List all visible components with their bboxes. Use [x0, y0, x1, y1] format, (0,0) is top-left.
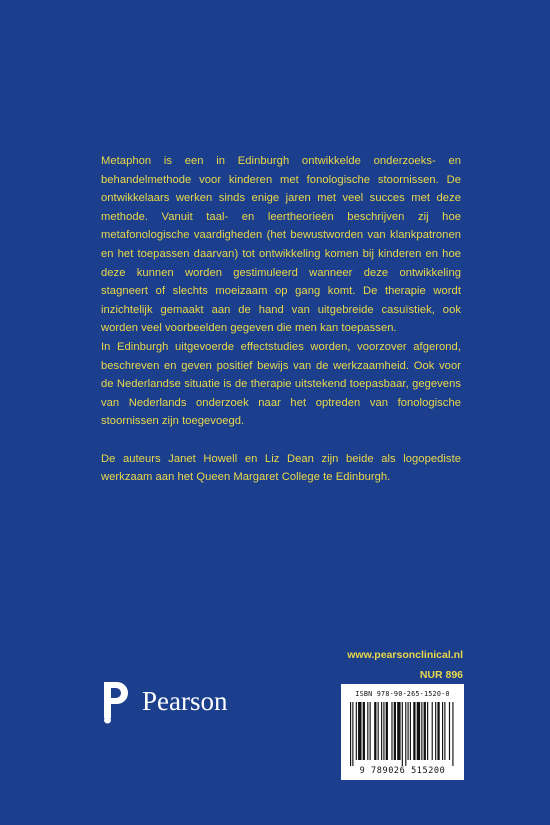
pearson-logo [100, 678, 227, 724]
blurb-text [101, 152, 461, 487]
isbn-label: ISBN 978-90-265-1520-0 [355, 690, 450, 698]
blurb-paragraph-1: Metaphon is een in Edinburgh ontwikkelde onderzoeks- en behandelmethode voor kinderen met fonologische stoornissen. De ontwikkelaars werken sinds enige jaren met veel succes met deze methode. Vanuit taal- en leertheorieën beschrijven zij hoe metafonologische vaardigheden (het bewustworden van klankpatronen en het toepassen daarvan) tot ontwikkeling komen bij kinderen en hoe deze kunnen worden gestimuleerd wanneer deze ontwikkeling stagneert of slechts moeizaam op gang komt. De therapie wordt inzichtelijk gemaakt aan de hand van uitgebreide casuïstiek, ook worden veel voorbeelden gegeven die men kan toepassen. [101, 155, 461, 335]
barcode-bars [348, 702, 458, 766]
publisher-name: Pearson [142, 685, 228, 716]
nur-code: NUR 896 [419, 669, 463, 681]
website-link[interactable]: www.pearsonclinical.nl [347, 649, 463, 661]
blurb-paragraph-2: In Edinburgh uitgevoerde effectstudies worden, voorzover afgerond, beschreven en geven positief bewijs van de werkzaamheid. Ook voor de Nederlandse situatie is de therapie uitstekend toepasbaar, gegevens van Nederlands onderzoek naar het optreden van fonologische stoornissen zijn toegevoegd. [101, 340, 461, 428]
isbn-barcode [341, 684, 464, 780]
pearson-p-logo-icon [100, 678, 132, 724]
publisher-meta [347, 645, 463, 685]
isbn-digits: 9 789026 515200 [359, 766, 446, 776]
blurb-paragraph-3: De auteurs Janet Howell en Liz Dean zijn beide als logopediste werkzaam aan het Queen Margaret College te Edinburgh. [101, 452, 461, 484]
